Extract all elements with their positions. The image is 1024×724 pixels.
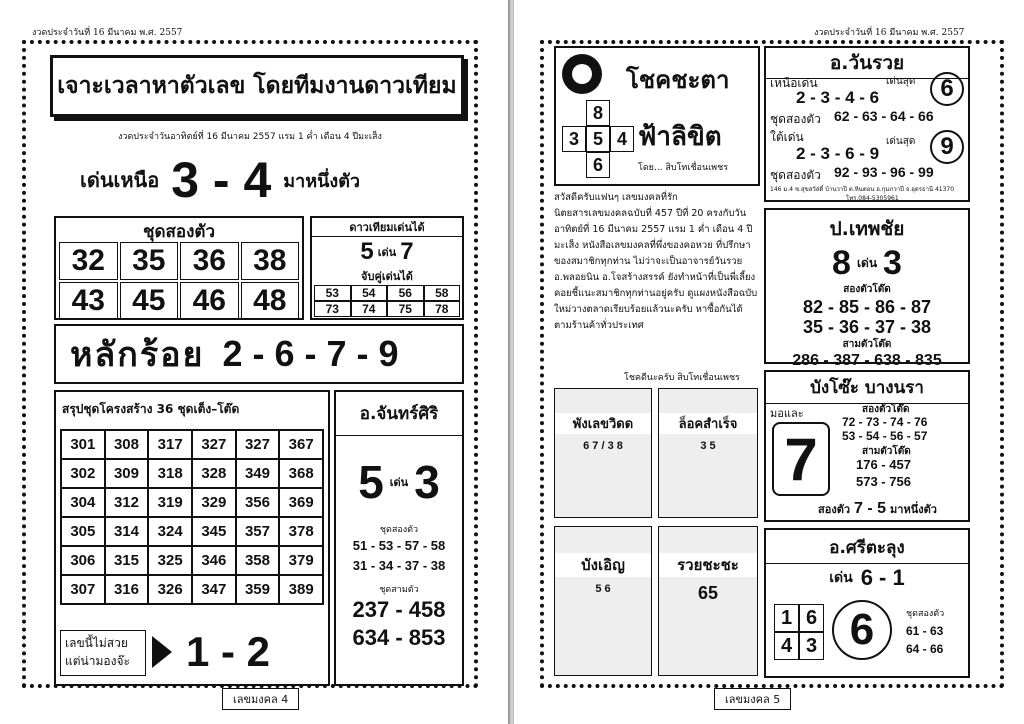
two-digit-grid — [56, 242, 302, 320]
thep-main — [766, 244, 968, 282]
pairs-cell: 56 — [387, 285, 424, 301]
left-page — [0, 0, 510, 724]
pairs-cell: 74 — [351, 301, 388, 317]
twoDigit-cell: 38 — [241, 242, 300, 280]
sri-two-title: ชุดสองตัว — [906, 609, 945, 619]
north-two-label: ชุดสองตัว — [770, 112, 821, 126]
summary-cell: 316 — [105, 575, 149, 604]
sri-two-0: 61 - 63 — [906, 624, 944, 638]
tip-text: เลขนี้ไม่สวย แต่น่ามองจ๊ะ — [60, 630, 146, 676]
chan-two-0: 51 - 53 - 57 - 58 — [352, 538, 446, 553]
chok-grid — [562, 100, 634, 178]
bang-two-title: สองตัวโต๊ด — [862, 404, 910, 415]
summary-grid — [60, 429, 324, 605]
bang-bottom-c: มาหนึ่งตัว — [890, 503, 937, 516]
summary-cell: 302 — [61, 459, 105, 488]
bang-big: 7 — [772, 422, 830, 496]
summary-cell: 359 — [236, 575, 280, 604]
sri-title: อ.ศรีตะลุง — [766, 534, 968, 564]
summary-cell: 326 — [148, 575, 192, 604]
north-label: เหนือเด่น — [770, 76, 818, 90]
hundreds-label: หลักร้อย — [70, 335, 205, 375]
two-digit-title: ชุดสองตัว — [142, 222, 216, 242]
thep-box — [764, 208, 970, 369]
bang-three-1: 573 - 756 — [856, 474, 911, 489]
sriGrid-cell: 6 — [799, 604, 824, 632]
thep-three: 286 - 387 - 638 - 835 — [792, 352, 942, 369]
chok-grid-cell: 6 — [586, 152, 610, 178]
chan-box — [334, 390, 464, 686]
sriGrid-cell: 3 — [799, 632, 824, 660]
summary-cell: 368 — [279, 459, 323, 488]
summary-cell: 312 — [105, 488, 149, 517]
chok-title: โชคชะตา — [626, 66, 730, 94]
south-seq: 2 - 3 - 6 - 9 — [796, 144, 880, 163]
draw-line: งวดประจำวันอาทิตย์ที่ 16 มีนาคม 2557 แรม 1 ค่ำ เดือน 4 ปีมะเส็ง — [118, 132, 382, 142]
twoDigit-cell: 32 — [59, 242, 118, 280]
chan-b: 3 — [414, 456, 440, 508]
summary-cell: 301 — [61, 430, 105, 459]
arrow-icon — [152, 636, 172, 668]
sri-main-row — [766, 564, 968, 592]
bang-two-0: 72 - 73 - 74 - 76 — [842, 415, 928, 429]
greeting: สวัสดีครับแฟนๆ เลขมงคลที่รัก — [554, 192, 678, 203]
summary-cell: 309 — [105, 459, 149, 488]
summary-cell: 328 — [192, 459, 236, 488]
summary-cell: 306 — [61, 546, 105, 575]
thep-title: ป.เทพชัย — [829, 218, 905, 240]
chok-logo-icon — [562, 54, 602, 94]
twoDigit-cell: 43 — [59, 282, 118, 320]
pairs-cell: 73 — [314, 301, 351, 317]
sri-label: เด่น — [829, 570, 853, 586]
thep-mid: เด่น — [856, 255, 878, 270]
chok-grid-cell — [610, 152, 634, 178]
summary-cell: 356 — [236, 488, 280, 517]
summary-title: สรุปชุดโครงสร้าง 36 ชุดเต็ง–โต๊ด — [62, 402, 240, 416]
summary-cell: 346 — [192, 546, 236, 575]
summary-cell: 307 — [61, 575, 105, 604]
left-footer: เลขมงคล 4 — [222, 688, 299, 710]
north-suffix: มาหนึ่งตัว — [283, 170, 360, 192]
tip-number: 1 - 2 — [186, 628, 271, 675]
summary-cell: 327 — [236, 430, 280, 459]
bang-three-title: สามตัวโต๊ด — [862, 446, 911, 457]
bang-three-0: 176 - 457 — [856, 457, 911, 472]
magazine-cover-3: บังเอิญ 5 6 — [554, 526, 652, 676]
thep-b: 3 — [883, 243, 902, 282]
chan-three-0: 237 - 458 — [352, 597, 446, 622]
summary-cell: 329 — [192, 488, 236, 517]
satellite-title: ดาวเทียมเด่นได้ — [312, 218, 462, 237]
sri-main: 6 - 1 — [860, 565, 905, 590]
south-big: 9 — [930, 130, 964, 164]
pair-grid — [312, 285, 462, 317]
article — [554, 190, 760, 380]
thep-two-1: 35 - 36 - 37 - 38 — [802, 317, 932, 337]
sriGrid-cell: 1 — [774, 604, 799, 632]
chok-grid-cell — [562, 100, 586, 126]
summary-cell: 308 — [105, 430, 149, 459]
chok-grid-cell: 4 — [610, 126, 634, 152]
left-header-date: งวดประจำวันที่ 16 มีนาคม พ.ศ. 2557 — [32, 28, 183, 38]
satellite-mid: เด่น — [377, 246, 397, 259]
pairs-cell: 54 — [351, 285, 388, 301]
chan-two-1: 31 - 34 - 37 - 38 — [352, 558, 446, 573]
banner-box — [50, 55, 464, 117]
summary-cell: 345 — [192, 517, 236, 546]
thep-two-0: 82 - 85 - 86 - 87 — [802, 297, 932, 317]
chok-grid-cell — [610, 100, 634, 126]
twoDigit-cell: 46 — [180, 282, 239, 320]
right-page — [514, 0, 1024, 724]
chok-box — [554, 46, 760, 186]
summary-cell: 305 — [61, 517, 105, 546]
thep-three-title: สามตัวโต๊ด — [842, 339, 892, 350]
summary-cell: 358 — [236, 546, 280, 575]
summary-cell: 357 — [236, 517, 280, 546]
chok-grid-cell: 3 — [562, 126, 586, 152]
chan-two-title: ชุดสองตัว — [379, 525, 419, 535]
sri-two-1: 64 - 66 — [906, 642, 944, 656]
chok-grid-cell: 8 — [586, 100, 610, 126]
bang-two-1: 53 - 54 - 56 - 57 — [842, 429, 928, 443]
two-digit-box — [54, 216, 304, 320]
thep-a: 8 — [832, 243, 851, 282]
fa-title: ฟ้าลิขิต — [638, 122, 722, 152]
summary-cell: 367 — [279, 430, 323, 459]
north-sub: เด่นสุด — [886, 76, 916, 87]
hundreds-numbers: 2 - 6 - 7 - 9 — [222, 333, 399, 374]
summary-cell: 318 — [148, 459, 192, 488]
bang-bottom — [818, 500, 937, 518]
sign: โชคดีนะครับ สิบโทเชื่อนเพชร — [624, 373, 740, 383]
twoDigit-cell: 36 — [180, 242, 239, 280]
north-big: 6 — [930, 72, 964, 106]
summary-cell: 389 — [279, 575, 323, 604]
satellite-b: 7 — [400, 238, 414, 265]
chok-grid-cell — [562, 152, 586, 178]
chan-mid: เด่น — [389, 476, 409, 489]
sri-grid — [774, 604, 824, 660]
chan-title: อ.จันทร์ศิริ — [336, 392, 462, 436]
pairs-cell: 75 — [387, 301, 424, 317]
chok-grid-cell: 5 — [586, 126, 610, 152]
north-row — [80, 150, 440, 210]
bang-bottom-b: 7 - 5 — [854, 500, 887, 517]
banner-title: เจาะเวลาหาตัวเลข โดยทีมงานดาวเทียม — [57, 73, 457, 99]
north-label: เด่นเหนือ — [80, 168, 160, 192]
summary-cell: 317 — [148, 430, 192, 459]
north-seq: 2 - 3 - 4 - 6 — [796, 88, 880, 107]
pairs-cell: 53 — [314, 285, 351, 301]
satellite-box — [310, 216, 464, 320]
twoDigit-cell: 35 — [120, 242, 179, 280]
bang-box — [764, 370, 970, 522]
summary-cell: 319 — [148, 488, 192, 517]
sri-box — [764, 528, 970, 678]
pairs-cell: 78 — [424, 301, 461, 317]
address: 146 ม.4 ซ.สุขสวัสดิ์ บ้านวาปี ต.หินตอน อ.กุมภวาปี จ.อุดรธานี 41370 — [770, 186, 955, 193]
chan-a: 5 — [358, 456, 384, 508]
right-footer: เลขมงคล 5 — [714, 688, 791, 710]
summary-cell: 379 — [279, 546, 323, 575]
chan-three-title: ชุดสามตัว — [379, 585, 419, 595]
magazine-cover-4: รวยชะชะ 65 — [658, 526, 758, 676]
summary-cell: 325 — [148, 546, 192, 575]
wanruay-box — [764, 46, 970, 202]
twoDigit-cell: 48 — [241, 282, 300, 320]
north-two: 62 - 63 - 64 - 66 — [834, 108, 934, 124]
wanruay-title: อ.วันรวย — [766, 48, 968, 79]
north-main: 3 - 4 — [171, 152, 272, 208]
magazine-cover-2: ล็อคสำเร็จ 3 5 — [658, 388, 758, 518]
south-two: 92 - 93 - 96 - 99 — [834, 164, 934, 180]
satellite-a: 5 — [360, 238, 374, 265]
summary-cell: 378 — [279, 517, 323, 546]
body-text: นิตยสารเลขมงคลฉบับที่ 457 ปีที่ 20 ครงกับวันอาทิตย์ที่ 16 มีนาคม 2557 แรม 1 ค่ำ เดือน 4 ปีมะเส็ง หนังสือเลขมงคลที่พึ่งของคอหวย ที่ปรึกษาของสมาชิกทุกท่าน ไม่ว่าจะเป็นอาจารย์วันรวย อ.พลอยนิน อ.โจสร้างสรรค์ ยังทำหน้าที่เป็นพี่เลี้ยง คอยชี้แนะสมาชิกทุกท่านอยู่ครับ ดูแผงหนังสือฉบับใหม่วางตลาดเรียบร้อยแล้วนะครับ หาซื้อกันได้ตามร้านค้าทั่วประเทศ — [554, 208, 758, 331]
twoDigit-cell: 45 — [120, 282, 179, 320]
sri-big: 6 — [832, 600, 892, 660]
south-label: ใต้เด่น — [770, 130, 804, 144]
chan-three-1: 634 - 853 — [352, 625, 446, 650]
south-two-label: ชุดสองตัว — [770, 168, 821, 182]
summary-cell: 369 — [279, 488, 323, 517]
pair-title: จับคู่เด่นได้ — [361, 270, 413, 283]
summary-cell: 327 — [192, 430, 236, 459]
sriGrid-cell: 4 — [774, 632, 799, 660]
summary-cell: 349 — [236, 459, 280, 488]
summary-cell: 304 — [61, 488, 105, 517]
bang-title: บังโซ๊ะ บางนรา — [766, 374, 968, 404]
summary-cell: 324 — [148, 517, 192, 546]
phone: โทร.084-5305961 — [846, 195, 899, 202]
chan-main — [336, 450, 462, 514]
right-header-date: งวดประจำวันที่ 16 มีนาคม พ.ศ. 2557 — [814, 28, 965, 38]
pairs-cell: 58 — [424, 285, 461, 301]
summary-cell: 347 — [192, 575, 236, 604]
magazine-cover-1: พังเลขวิดด 6 7 / 3 8 — [554, 388, 652, 518]
summary-box — [54, 390, 330, 686]
bang-label: มอและ — [770, 407, 804, 420]
thep-two-title: สองตัวโต๊ด — [843, 284, 891, 295]
summary-cell: 315 — [105, 546, 149, 575]
bang-bottom-a: สองตัว — [818, 503, 851, 516]
satellite-row — [312, 237, 462, 267]
fa-by: โดย... สิบโทเชื่อนเพชร — [638, 163, 729, 173]
hundreds-box — [54, 324, 464, 384]
south-sub: เด่นสุด — [886, 136, 916, 147]
summary-cell: 314 — [105, 517, 149, 546]
